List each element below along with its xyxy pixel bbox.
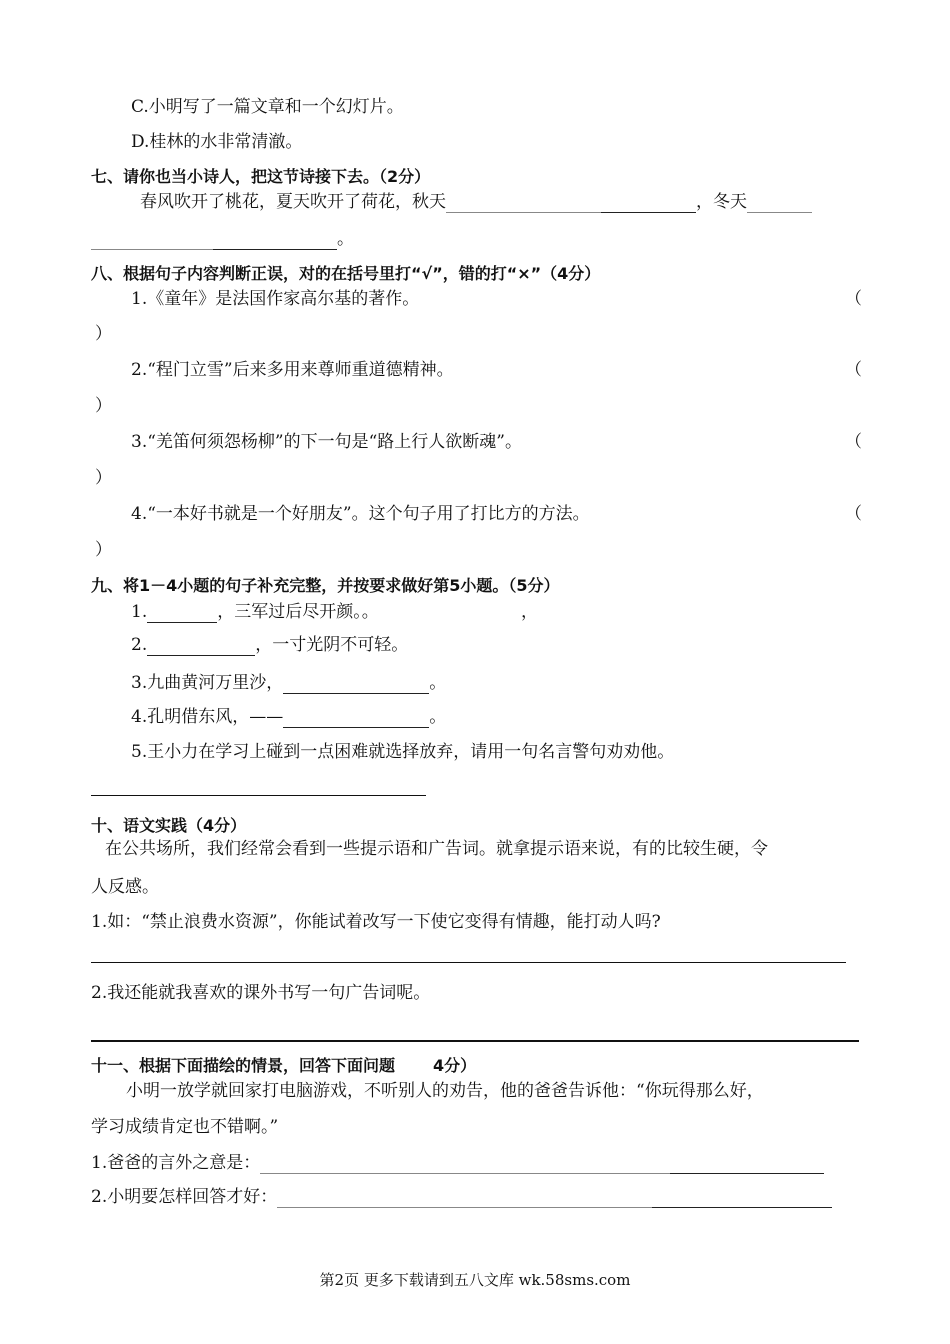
- q10-item-1-answer-line[interactable]: [91, 962, 846, 963]
- q11-item-2-blank-a[interactable]: [277, 1189, 652, 1208]
- q9-item-3-blank[interactable]: [283, 675, 429, 694]
- q9-item-1-comma: ，: [521, 602, 538, 622]
- q9-item-2-num: 2.: [131, 635, 148, 655]
- q9-item-4-text: 4.孔明借东风，——: [131, 707, 284, 727]
- page-footer: 第2页 更多下载请到五八文库 wk.58sms.com: [319, 1271, 631, 1289]
- q10-para-1: 在公共场所，我们经常会看到一些提示语和广告词。就拿提示语来说，有的比较生硬，令: [105, 839, 768, 859]
- q9-item-1-text: ，三军过后尽开颜。。: [217, 602, 379, 622]
- q9-item-1-num: 1.: [131, 602, 148, 622]
- q9-item-1: [131, 601, 379, 623]
- q9-heading: 九、将1－4小题的句子补充完整，并按要求做好第5小题。（5分）: [91, 576, 560, 595]
- q10-item-2-answer-line[interactable]: [91, 1040, 859, 1042]
- q8-item-4-open-paren[interactable]: （: [845, 504, 862, 524]
- q9-item-4: [131, 706, 446, 728]
- q9-item-3-end: 。: [429, 673, 447, 693]
- q10-item-2: 2.我还能就我喜欢的课外书写一句广告词呢。: [91, 983, 431, 1003]
- q7-blank-autumn-a[interactable]: [446, 194, 601, 213]
- q7-text-a: 春风吹开了桃花，夏天吹开了荷花，秋天: [140, 192, 446, 212]
- q11-item-1-blank-b[interactable]: [670, 1155, 824, 1174]
- q11-heading-text: 十一、根据下面描绘的情景，回答下面问题: [91, 1056, 396, 1075]
- q6-option-c: C.小明写了一篇文章和一个幻灯片。: [131, 97, 404, 117]
- q9-item-4-end: 。: [429, 707, 447, 727]
- q9-item-5-answer-line[interactable]: [91, 795, 426, 796]
- q11-para-1: 小明一放学就回家打电脑游戏，不听别人的劝告，他的爸爸告诉他：“你玩得那么好，: [126, 1081, 764, 1101]
- q9-item-2-blank[interactable]: [147, 637, 255, 656]
- q7-blank-winter-b[interactable]: [91, 231, 213, 250]
- q8-item-3-close-paren[interactable]: ）: [95, 468, 112, 488]
- q11-item-2: [91, 1186, 832, 1208]
- q8-item-2-close-paren[interactable]: ）: [95, 396, 112, 416]
- q11-heading: [91, 1055, 476, 1077]
- q8-item-4: 4.“一本好书就是一个好朋友”。这个句子用了打比方的方法。: [131, 504, 590, 524]
- q9-item-4-blank[interactable]: [283, 709, 429, 728]
- q7-text-end: 。: [337, 229, 354, 249]
- q11-item-1: [91, 1152, 824, 1174]
- q7-line-1: [140, 191, 812, 213]
- q11-item-1-blank-a[interactable]: [260, 1155, 670, 1174]
- q8-item-3: 3.“羌笛何须怨杨柳”的下一句是“路上行人欲断魂”。: [131, 432, 522, 452]
- q10-heading: 十、语文实践（4分）: [91, 816, 247, 835]
- q8-item-1-close-paren[interactable]: ）: [95, 324, 112, 344]
- q8-item-2-open-paren[interactable]: （: [845, 360, 862, 380]
- q7-heading: 七、请你也当小诗人，把这节诗接下去。（2分）: [91, 167, 431, 186]
- q11-item-2-text: 2.小明要怎样回答才好：: [91, 1187, 278, 1207]
- q8-item-4-close-paren[interactable]: ）: [95, 540, 112, 560]
- q8-item-2: 2.“程门立雪”后来多用来尊师重道德精神。: [131, 360, 454, 380]
- q7-text-b: ，冬天: [696, 192, 747, 212]
- q11-heading-score: 4分）: [433, 1056, 477, 1075]
- q7-line-2: [91, 228, 354, 250]
- q9-item-2-text: ，一寸光阴不可轻。: [255, 635, 409, 655]
- q9-item-5: 5.王小力在学习上碰到一点困难就选择放弃，请用一句名言警句劝劝他。: [131, 742, 675, 762]
- q10-item-1: 1.如：“禁止浪费水资源”，你能试着改写一下使它变得有情趣，能打动人吗?: [91, 912, 661, 932]
- q7-blank-autumn-b[interactable]: [601, 194, 696, 213]
- q10-para-2: 人反感。: [91, 877, 159, 897]
- q9-item-1-blank[interactable]: [147, 604, 217, 623]
- q9-item-3: [131, 672, 446, 694]
- q7-blank-winter-c[interactable]: [213, 231, 337, 250]
- q9-item-3-text: 3.九曲黄河万里沙，: [131, 673, 284, 693]
- q11-item-2-blank-b[interactable]: [652, 1189, 832, 1208]
- q8-heading: 八、根据句子内容判断正误，对的在括号里打“√”，错的打“×”（4分）: [91, 264, 601, 283]
- q6-option-d: D.桂林的水非常清澈。: [131, 132, 303, 152]
- q7-blank-winter-a[interactable]: [747, 194, 812, 213]
- q8-item-1: 1.《童年》是法国作家高尔基的著作。: [131, 289, 420, 309]
- q9-item-2: [131, 634, 408, 656]
- q8-item-1-open-paren[interactable]: （: [845, 289, 862, 309]
- q11-para-2: 学习成绩肯定也不错啊。”: [91, 1117, 279, 1137]
- q11-item-1-text: 1.爸爸的言外之意是：: [91, 1153, 261, 1173]
- q8-item-3-open-paren[interactable]: （: [845, 432, 862, 452]
